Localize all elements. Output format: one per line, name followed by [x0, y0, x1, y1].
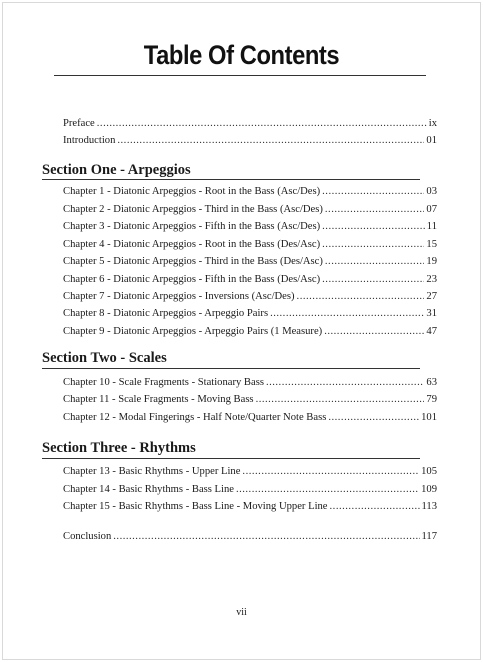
toc-entry-label: Chapter 2 - Diatonic Arpeggios - Third in the Bass (Asc/Des): [63, 204, 323, 215]
dot-leader: [322, 185, 424, 199]
toc-entry-label: Chapter 8 - Diatonic Arpeggios - Arpeggio Pairs: [63, 308, 269, 319]
toc-entry-chapter-5[interactable]: [63, 255, 437, 269]
toc-entry-chapter-13[interactable]: [63, 465, 437, 479]
toc-entry-label: Chapter 3 - Diatonic Arpeggios - Fifth in the Bass (Asc/Des): [63, 221, 321, 232]
toc-entry-page: 27: [426, 291, 437, 302]
section-heading-rhythms: Section Three - Rhythms: [42, 440, 196, 456]
toc-entry-label: Preface: [63, 118, 95, 129]
toc-entry-chapter-12[interactable]: [63, 411, 437, 425]
toc-entry-conclusion[interactable]: [63, 530, 437, 544]
toc-entry-label: Chapter 5 - Diatonic Arpeggios - Third in the Bass (Des/Asc): [63, 256, 323, 267]
toc-entry-chapter-14[interactable]: [63, 483, 437, 497]
page-number: vii: [236, 607, 247, 618]
toc-entry-page: 11: [426, 221, 437, 232]
toc-entry-chapter-10[interactable]: [63, 376, 437, 390]
toc-entry-chapter-9[interactable]: [63, 325, 437, 339]
toc-entry-label: Chapter 13 - Basic Rhythms - Upper Line: [63, 466, 241, 477]
dot-leader: [242, 465, 419, 479]
dot-leader: [266, 376, 424, 390]
dot-leader: [325, 203, 425, 217]
dot-leader: [297, 290, 425, 304]
toc-entry-label: Conclusion: [63, 531, 112, 542]
toc-entry-chapter-6[interactable]: [63, 273, 437, 287]
toc-entry-page: 01: [426, 135, 437, 146]
dot-leader: [330, 500, 420, 514]
toc-entry-chapter-4[interactable]: [63, 238, 437, 252]
toc-entry-label: Introduction: [63, 135, 116, 146]
section-underline: [42, 458, 420, 459]
toc-entry-chapter-11[interactable]: [63, 393, 437, 407]
toc-entry-chapter-15[interactable]: [63, 500, 437, 514]
toc-entry-label: Chapter 14 - Basic Rhythms - Bass Line: [63, 484, 234, 495]
toc-entry-page: 109: [421, 484, 437, 495]
dot-leader: [322, 220, 425, 234]
toc-entry-label: Chapter 12 - Modal Fingerings - Half Note/Quarter Note Bass: [63, 412, 327, 423]
toc-entry-page: 105: [421, 466, 437, 477]
dot-leader: [113, 530, 419, 544]
toc-entry-introduction[interactable]: [63, 134, 437, 148]
dot-leader: [322, 238, 424, 252]
toc-entry-page: 07: [426, 204, 437, 215]
toc-entry-page: 113: [421, 501, 437, 512]
toc-entry-label: Chapter 1 - Diatonic Arpeggios - Root in the Bass (Asc/Des): [63, 186, 321, 197]
toc-entry-chapter-8[interactable]: [63, 307, 437, 321]
toc-entry-label: Chapter 4 - Diatonic Arpeggios - Root in the Bass (Des/Asc): [63, 239, 321, 250]
toc-entry-chapter-3[interactable]: [63, 220, 437, 234]
dot-leader: [117, 134, 424, 148]
dot-leader: [325, 255, 425, 269]
toc-entry-chapter-2[interactable]: [63, 203, 437, 217]
section-heading-arpeggios: Section One - Arpeggios: [42, 162, 191, 178]
toc-entry-page: 31: [426, 308, 437, 319]
toc-entry-page: 63: [426, 377, 437, 388]
toc-entry-label: Chapter 6 - Diatonic Arpeggios - Fifth in the Bass (Des/Asc): [63, 274, 321, 285]
dot-leader: [270, 307, 424, 321]
dot-leader: [324, 325, 424, 339]
toc-entry-page: 101: [421, 412, 437, 423]
toc-entry-page: 03: [426, 186, 437, 197]
section-underline: [42, 368, 420, 369]
dot-leader: [256, 393, 425, 407]
toc-entry-label: Chapter 7 - Diatonic Arpeggios - Inversions (Asc/Des): [63, 291, 295, 302]
toc-entry-page: 79: [426, 394, 437, 405]
toc-entry-page: 47: [426, 326, 437, 337]
dot-leader: [97, 117, 427, 131]
dot-leader: [328, 411, 419, 425]
title-underline: [54, 75, 426, 76]
toc-entry-label: Chapter 9 - Diatonic Arpeggios - Arpeggio Pairs (1 Measure): [63, 326, 323, 337]
toc-entry-label: Chapter 10 - Scale Fragments - Stationary Bass: [63, 377, 264, 388]
toc-entry-page: 23: [426, 274, 437, 285]
toc-entry-page: ix: [428, 118, 437, 129]
toc-entry-chapter-1[interactable]: [63, 185, 437, 199]
toc-entry-label: Chapter 11 - Scale Fragments - Moving Bass: [63, 394, 254, 405]
section-heading-scales: Section Two - Scales: [42, 350, 167, 366]
toc-entry-chapter-7[interactable]: [63, 290, 437, 304]
dot-leader: [322, 273, 424, 287]
section-underline: [42, 179, 420, 180]
page-title: Table Of Contents: [143, 40, 340, 70]
toc-entry-page: 15: [426, 239, 437, 250]
toc-entry-label: Chapter 15 - Basic Rhythms - Bass Line - Moving Upper Line: [63, 501, 328, 512]
toc-entry-page: 117: [421, 531, 437, 542]
toc-entry-page: 19: [426, 256, 437, 267]
dot-leader: [236, 483, 419, 497]
toc-entry-preface[interactable]: [63, 117, 437, 131]
